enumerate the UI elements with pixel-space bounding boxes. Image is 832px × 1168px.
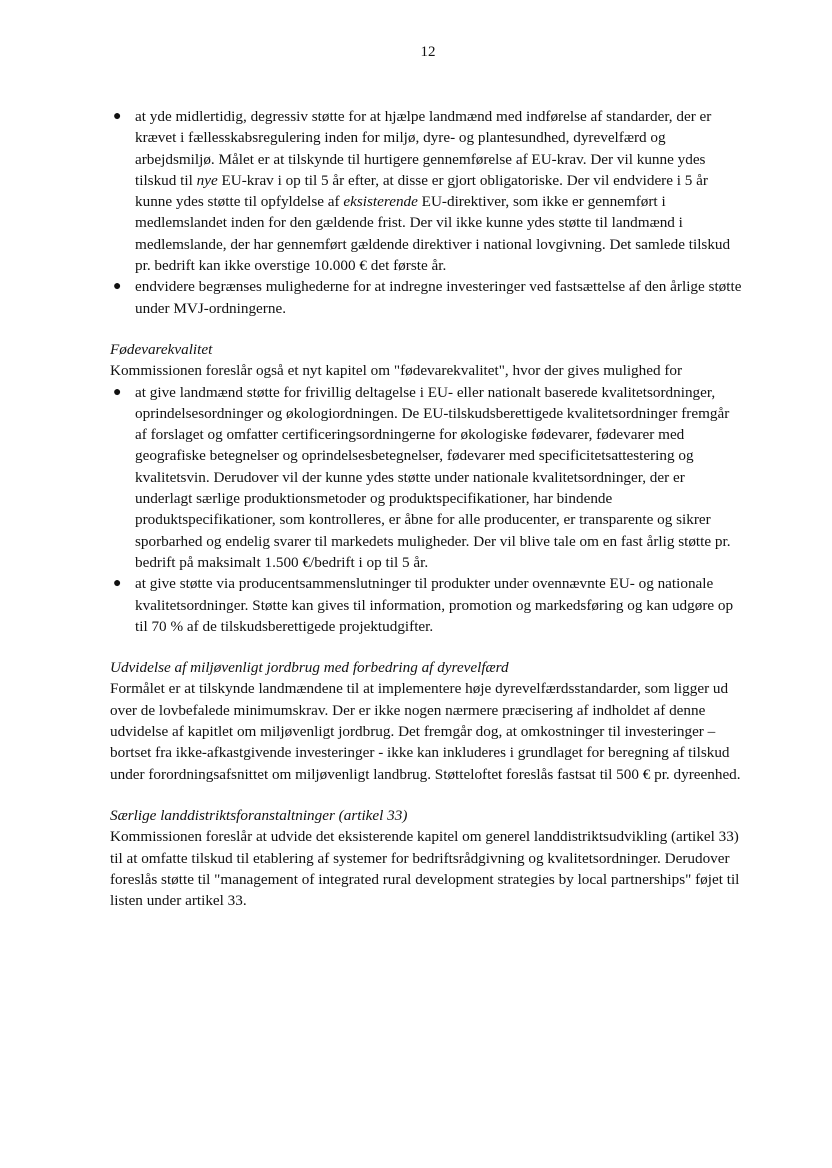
list-item (110, 106, 742, 276)
bullet-icon: ● (113, 384, 122, 400)
emphasis-text: nye (196, 171, 218, 189)
list-item (110, 573, 742, 637)
section-body: Formålet er at tilskynde landmændene til at implementere høje dyrevelfærdsstandarder, som ligger ud over de lovbefalede minimumskrav. Der er ikke nogen nærmere præcisering af indholdet af denne udvidelse af kapitlet om miljøvenligt jordbrug. Det fremgår dog, at omkostninger til investeringer – bortset fra ikke-afkastgivende investeringer - ikke kan inkluderes i grundlaget for beregning af tilskud under forordningsafsnittet om miljøvenligt landbrug. Støtteloftet foreslås fastsat til 500 € pr. dyreenhed. (110, 680, 741, 783)
bullet-icon: ● (113, 576, 122, 592)
list-item (110, 382, 742, 574)
list-item (110, 276, 742, 319)
section-article-33 (110, 805, 742, 911)
section-body: Kommissionen foreslår at udvide det eksisterende kapitel om generel landdistriktsudvikling (artikel 33) til at omfatte tilskud til etablering af systemer for bedriftsrådgivning og kvalitetsordninger. Derudover foreslås støtte til "management of integrated rural development strategies by local partnerships" føjet til listen under artikel 33. (110, 828, 740, 910)
bullet-text: at give landmænd støtte for frivillig deltagelse i EU- eller nationalt baserede kvalitetsordninger, oprindelsesordninger og økologiordningen. De EU-tilskudsberettigede kvalitetsordninger fremgår af forslaget og omfatter certificeringsordningerne for økologiske fødevarer, fødevarer med geografiske betegnelser og oprindelsesbetegnelser, fødevarer med specificitetsattestering og kvalitetsvin. Derudover vil der kunne ydes støtte under nationale kvalitetsordninger, der er underlagt særlige produktionsmetoder og produktspecifikationer, har bindende produktspecifikationer, som kontrolleres, er åbne for alle producenter, er transparente og sikrer sporbarhed og endelig svarer til markedets muligheder. Der vil blive tale om en fast årlig støtte pr. bedrift på maksimalt 1.500 €/bedrift i op til 5 år. (135, 383, 731, 571)
bullet-icon: ● (113, 279, 122, 295)
section-heading: Udvidelse af miljøvenligt jordbrug med forbedring af dyrevelfærd (110, 659, 509, 677)
bullet-text: EU-direktiver, som ikke er gennemført i medlemslandet inden for den gældende frist. Der vil ikke kunne ydes støtte til landmænd i medlemslande, der har gennemført gældende direktiver i national lovgivning. Det samlede tilskud pr. bedrift kan ikke overstige 10.000 € det første år. (135, 193, 731, 275)
emphasis-text: eksisterende (343, 193, 418, 211)
bullet-text: at yde midlertidig, degressiv støtte for at hjælpe landmænd med indførelse af standarder, der er krævet i fællesskabsregulering inden for miljø, dyre- og plantesundhed, dyrevelfærd og arbejdsmiljø. Målet er at tilskynde til hurtigere gennemførelse af EU-krav. Der vil kunne ydes tilskud til (135, 108, 712, 189)
section-intro: Kommissionen foreslår også et nyt kapitel om "fødevarekvalitet", hvor der gives mulighed for (110, 362, 683, 380)
intro-bullet-list (110, 106, 742, 319)
bullet-text: EU-krav i op til 5 år efter, at disse er gjort obligatoriske. Der vil endvidere i 5 år kunne ydes støtte til opfyldelse af (135, 171, 708, 211)
document-body (110, 106, 742, 911)
bullet-text: at give støtte via producentsammenslutninger til produkter under ovennævnte EU- og nationale kvalitetsordninger. Støtte kan gives til information, promotion og markedsføring og kan udgøre op til 70 % af de tilskudsberettigede projektudgifter. (135, 575, 734, 635)
page-number: 12 (420, 44, 436, 60)
section-animal-welfare (110, 657, 742, 785)
section-heading: Fødevarekvalitet (110, 340, 213, 358)
bullet-text: endvidere begrænses mulighederne for at indregne investeringer ved fastsættelse af den årlige støtte under MVJ-ordningerne. (135, 278, 742, 317)
section-heading: Særlige landdistriktsforanstaltninger (artikel 33) (110, 806, 408, 824)
bullet-icon: ● (113, 109, 122, 124)
section-food-quality (110, 339, 742, 637)
section-bullet-list (110, 382, 742, 638)
